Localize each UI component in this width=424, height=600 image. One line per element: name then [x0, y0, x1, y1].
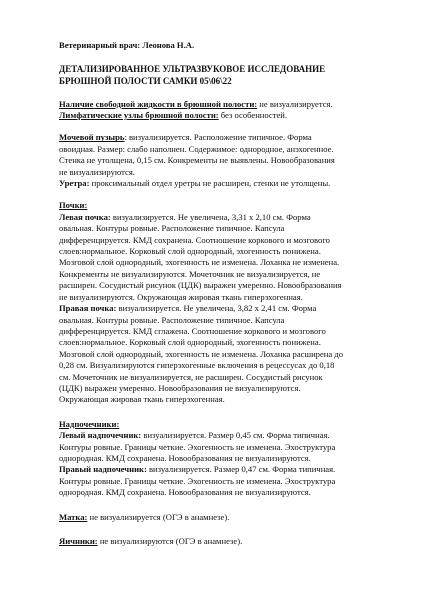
- lymph-label: Лимфатические узлы брюшной полости:: [59, 110, 219, 120]
- uterus-line: [59, 512, 389, 523]
- right-kidney-line-4: слоев:нормальное. Корковый слой однородный, эхогенность понижена.: [59, 337, 321, 348]
- report-title-line-1: ДЕТАЛИЗИРОВАННОЕ УЛЬТРАЗВУКОВОЕ ИССЛЕДОВАНИЕ: [59, 64, 326, 75]
- right-adrenal-label: Правый надпочечник:: [59, 464, 147, 475]
- uterus-text: не визуализируется (ОГЭ в анамнезе).: [87, 511, 230, 522]
- right-kidney-line-5: Мозговой слой однородный, эхогенность не изменена. Лоханка расширена до: [59, 348, 344, 359]
- right-kidney-line-3: дифференцируется. КМД сглажена. Соотношение коркового и мозгового: [59, 325, 326, 336]
- left-kidney-line-7: расширен. Сосудистый рисунок (ЦДК) выражен умеренно. Новообразования: [59, 280, 342, 291]
- left-kidney-line-4: слоев:нормальное. Корковый слой однородный, эхогенность понижена.: [59, 246, 321, 257]
- left-kidney-line-2: овальная. Контуры ровные. Расположение типичное. Капсула: [59, 223, 285, 234]
- ovaries-text: не визуализируются (ОГЭ в анамнезе).: [97, 536, 243, 546]
- right-kidney-line-6: 0,28 см. Визуализируются гиперэхогенные включения в рецессусах до 0,18: [59, 360, 335, 371]
- right-kidney-line-1: [59, 303, 389, 314]
- urethra-line: [59, 178, 389, 189]
- uterus-label: Матка:: [59, 511, 88, 522]
- bladder-label: Мочевой пузырь: [59, 132, 125, 143]
- bladder-text-1: : визуализируется. Расположение типичное. Форма: [124, 132, 312, 143]
- ovaries-line: [59, 536, 389, 547]
- left-adrenal-label: Левый надпочечник:: [59, 430, 142, 441]
- urethra-label: Уретра:: [59, 178, 90, 189]
- lymph-text: без особенностей.: [218, 110, 288, 120]
- lymph-line: [59, 110, 389, 121]
- right-adrenal-line-3: однородная. КМД сохранена. Новообразования не визуализируются.: [59, 487, 311, 498]
- vet-line: [59, 40, 389, 51]
- right-adrenal-line-1: [59, 464, 389, 475]
- vet-label: Ветеринарный врач:: [59, 40, 141, 50]
- right-kidney-line-2: овальная. Контуры ровные. Расположение типичное. Капсула: [59, 314, 285, 325]
- right-kidney-text-1: визуализируется. Не увеличена, 3,82 х 2,41 см. Форма: [116, 303, 317, 314]
- right-adrenal-text-1: визуализируется. Размер 0,47 см. Форма типичная.: [146, 464, 336, 475]
- left-adrenal-line-3: однородная. КМД сохранена. Новообразования не визуализируются.: [59, 452, 311, 463]
- left-adrenal-line-1: [59, 430, 389, 441]
- bladder-line-3: Стенка не утолщена, 0,15 см. Конкременты не выявлены. Новообразования: [59, 155, 335, 166]
- left-kidney-line-5: Мозговой слой однородный, эхогенность не изменена. Лоханка не изменена.: [59, 257, 340, 268]
- left-kidney-text-1: визуализируется. Не увеличена, 3,31 х 2,10 см. Форма: [110, 211, 311, 222]
- fluid-label: Наличие свободной жидкости в брюшной полости:: [59, 98, 258, 109]
- left-kidney-label: Левая почка:: [59, 211, 111, 222]
- adrenals-heading: Надпочечники:: [59, 418, 120, 429]
- left-kidney-line-8: не визуализируются. Окружающая жировая ткань гиперэхогенная.: [59, 291, 303, 302]
- left-kidney-line-6: Конкременты не визуализируются. Мочеточник не визуализируется, не: [59, 268, 321, 279]
- report-title-line-2: БРЮШНОЙ ПОЛОСТИ САМКИ 05\06\22: [59, 76, 232, 86]
- vet-name: Леонова Н.А.: [142, 40, 195, 50]
- left-adrenal-text-1: визуализируется. Размер 0,45 см. Форма типичная.: [141, 430, 330, 441]
- fluid-line: [59, 99, 389, 110]
- report-document: [59, 40, 389, 547]
- left-kidney-line-3: дифференцируется. КМД сохранена. Соотношение коркового и мозгового: [59, 234, 330, 245]
- right-adrenal-line-2: Контуры ровные. Границы четкие. Эхогенность не изменена. Эхоструктура: [59, 475, 336, 486]
- bladder-line-2: овоидная. Размер: слабо наполнен. Содержимое: однородное, анэхогенное.: [59, 143, 334, 154]
- right-kidney-label: Правая почка:: [59, 303, 117, 314]
- bladder-line-1: [59, 132, 389, 143]
- left-adrenal-line-2: Контуры ровные. Границы четкие. Эхогенность не изменена. Эхоструктура: [59, 441, 336, 452]
- bladder-line-4: не визуализируются.: [59, 166, 135, 177]
- ovaries-label: Яичники:: [59, 536, 98, 546]
- left-kidney-line-1: [59, 212, 389, 223]
- kidneys-heading: Почки:: [59, 200, 88, 211]
- fluid-text: не визуализируется.: [257, 98, 333, 109]
- right-kidney-line-9: Окружающая жировая ткань гиперэхогенная.: [59, 394, 225, 405]
- urethra-text: проксимальный отдел уретры не расширен, стенки не утолщены.: [89, 178, 331, 189]
- right-kidney-line-7: см. Мочеточник не визуализируется, не расширен. Сосудистый рисунок: [59, 371, 323, 382]
- right-kidney-line-8: (ЦДК) выражен умеренно. Новообразования не визуализируются.: [59, 382, 301, 393]
